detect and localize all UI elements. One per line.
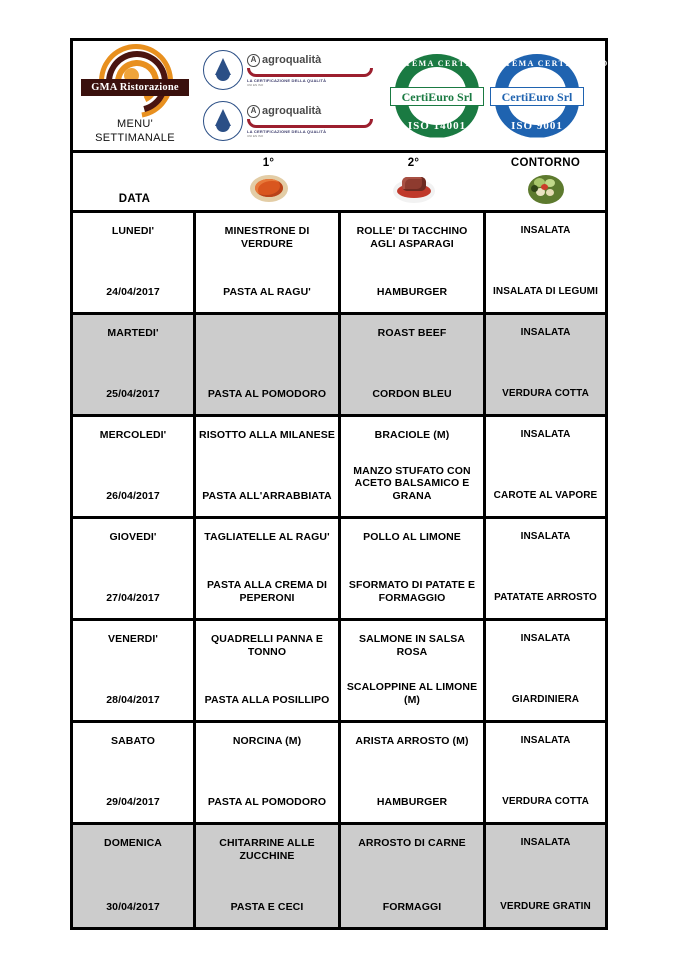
agroqualita-logo-1: [203, 47, 373, 93]
cell-first-course: [196, 519, 341, 618]
agroqualita-detail: UNI EN ISO: [247, 133, 264, 138]
menu-rows-container: [73, 213, 605, 927]
cell-first-course-top: MINESTRONE DI VERDURE: [224, 225, 310, 250]
cell-side-dish: [486, 621, 605, 720]
agroqualita-name: agroqualità: [262, 54, 322, 66]
cell-first-course: [196, 315, 341, 414]
cell-second-course-bottom: SFORMATO DI PATATE E FORMAGGIO: [348, 579, 476, 604]
cell-date: [73, 213, 196, 312]
cell-date-top: LUNEDI': [111, 225, 155, 237]
cell-first-course-bottom: PASTA AL POMODORO: [207, 795, 327, 808]
table-row: [73, 417, 605, 519]
cell-side-dish: [486, 825, 605, 927]
gma-ristorazione-logo: [81, 43, 189, 113]
cell-side-dish: [486, 315, 605, 414]
cell-side-dish: [486, 723, 605, 822]
cell-second-course-top: ROAST BEEF: [377, 327, 447, 339]
cell-side-dish: [486, 417, 605, 516]
cell-second-course-top: SALMONE IN SALSA ROSA: [358, 633, 466, 658]
cell-second-course: [341, 417, 486, 516]
cell-second-course: [341, 723, 486, 822]
cell-date-bottom: 27/04/2017: [106, 591, 160, 604]
iso-standard-label: ISO 9001: [511, 119, 563, 132]
cell-second-course-bottom: MANZO STUFATO CON ACETO BALSAMICO E GRANA: [353, 464, 471, 502]
cell-side-dish-bottom: CAROTE AL VAPORE: [493, 489, 598, 501]
cell-side-dish-bottom: VERDURE GRATIN: [500, 900, 591, 912]
table-row: [73, 315, 605, 417]
agroqualita-logo-2: [203, 98, 373, 144]
cell-side-dish-top: INSALATA: [520, 837, 571, 848]
cell-second-course-bottom: SCALOPPINE AL LIMONE (M): [346, 681, 478, 706]
column-header-date-label: DATA: [118, 193, 151, 205]
iso-company-label: CertiEuro Srl: [390, 87, 484, 106]
table-row: [73, 213, 605, 315]
cell-side-dish-top: INSALATA: [520, 327, 571, 338]
cell-date: [73, 315, 196, 414]
cell-side-dish-bottom: VERDURA COTTA: [502, 795, 589, 807]
cell-first-course-bottom: PASTA AL RAGU': [223, 285, 311, 298]
cell-date-bottom: 28/04/2017: [106, 693, 160, 706]
cell-date: [73, 723, 196, 822]
cell-date-bottom: 30/04/2017: [106, 900, 160, 913]
cell-side-dish-bottom: PATATATE ARROSTO: [494, 591, 597, 603]
agroqualita-certification-block: [197, 41, 373, 150]
anchor-seal-icon: [203, 50, 243, 90]
cell-side-dish: [486, 519, 605, 618]
agroqualita-swoosh-icon: [247, 119, 373, 128]
roast-meat-image: [392, 171, 436, 207]
cell-first-course: [196, 825, 341, 927]
column-header-second-course-label: 2°: [407, 157, 420, 169]
cell-date-bottom: 26/04/2017: [106, 489, 160, 502]
cell-second-course-top: ARISTA ARROSTO (M): [355, 735, 469, 747]
cell-side-dish-top: INSALATA: [520, 429, 571, 440]
cell-first-course-bottom: PASTA ALLA POSILLIPO: [204, 693, 330, 706]
cell-second-course-bottom: CORDON BLEU: [372, 387, 452, 400]
cell-side-dish-bottom: GIARDINIERA: [511, 693, 580, 705]
table-row: [73, 519, 605, 621]
cell-date-top: MARTEDI': [107, 327, 159, 339]
cell-side-dish-top: INSALATA: [520, 633, 571, 644]
cell-side-dish-bottom: VERDURA COTTA: [502, 387, 589, 399]
agroqualita-name: agroqualità: [262, 105, 322, 117]
iso-certification-block: [373, 41, 609, 150]
cell-date-top: VENERDI': [108, 633, 158, 645]
table-column-headers: [73, 153, 605, 213]
cell-side-dish-top: INSALATA: [520, 225, 571, 236]
cell-first-course: [196, 621, 341, 720]
cell-first-course: [196, 723, 341, 822]
cell-second-course-top: ROLLE' DI TACCHINO AGLI ASPARAGI: [356, 225, 468, 250]
cell-second-course-bottom: FORMAGGI: [382, 900, 442, 913]
cell-second-course-bottom: HAMBURGER: [376, 285, 448, 298]
cell-first-course-bottom: PASTA ALLA CREMA DI PEPERONI: [206, 579, 328, 604]
iso-sistema-certificato-label: SISTEMA CERTIFICATO: [489, 58, 609, 68]
logo-rings-icon: [99, 44, 167, 112]
cell-first-course-top: RISOTTO ALLA MILANESE: [199, 429, 335, 441]
cell-first-course-bottom: PASTA ALL'ARRABBIATA: [202, 489, 332, 502]
agroqualita-swoosh-icon: [247, 68, 373, 77]
iso-standard-label: ISO 14001: [407, 119, 467, 132]
agroqualita-subtitle: LA CERTIFICAZIONE DELLA QUALITÀ: [247, 77, 327, 83]
pasta-dish-image: [247, 171, 291, 207]
cell-second-course: [341, 213, 486, 312]
cell-second-course: [341, 621, 486, 720]
cell-date: [73, 621, 196, 720]
table-row: [73, 621, 605, 723]
cell-date-bottom: 25/04/2017: [106, 387, 160, 400]
cell-first-course-top: TAGLIATELLE AL RAGU': [204, 531, 330, 543]
column-header-side-dish: [486, 153, 605, 210]
cell-side-dish-top: INSALATA: [520, 531, 571, 542]
document-header-band: [73, 41, 609, 153]
cell-first-course-bottom: PASTA AL POMODORO: [207, 387, 327, 400]
menu-title: [95, 117, 175, 145]
cell-date: [73, 825, 196, 927]
cell-first-course-bottom: PASTA E CECI: [230, 900, 304, 913]
cell-second-course-top: BRACIOLE (M): [374, 429, 450, 441]
agroqualita-wordmark: [247, 105, 373, 118]
table-row: [73, 825, 605, 927]
column-header-side-dish-label: CONTORNO: [510, 157, 581, 169]
agroqualita-detail: UNI EN ISO: [247, 82, 264, 87]
cell-first-course-top: CHITARRINE ALLE ZUCCHINE: [219, 837, 315, 862]
iso-9001-badge: [489, 52, 609, 140]
cell-date-top: SABATO: [111, 735, 155, 747]
iso-14001-badge: [389, 52, 509, 140]
cell-date-bottom: 24/04/2017: [106, 285, 160, 298]
weekly-menu-table: [70, 38, 608, 930]
column-header-date: [73, 153, 196, 210]
agroqualita-mark: [247, 105, 373, 138]
column-header-second-course: [341, 153, 486, 210]
cell-date-top: GIOVEDI': [109, 531, 157, 543]
cell-second-course-top: ARROSTO DI CARNE: [358, 837, 466, 849]
agroqualita-wordmark: [247, 54, 373, 67]
cell-side-dish: [486, 213, 605, 312]
cell-date-top: DOMENICA: [104, 837, 162, 849]
salad-image: [524, 171, 568, 207]
iso-sistema-certificato-label: SISTEMA CERTIFICATO: [389, 58, 509, 68]
cell-second-course-bottom: HAMBURGER: [376, 795, 448, 808]
menu-title-line2: SETTIMANALE: [95, 132, 175, 144]
cell-first-course: [196, 417, 341, 516]
logo-wordmark: GMA Ristorazione: [81, 79, 189, 96]
agroqualita-mark: [247, 54, 373, 87]
cell-second-course: [341, 315, 486, 414]
brand-cell: [73, 41, 197, 150]
cell-date-bottom: 29/04/2017: [106, 795, 160, 808]
cell-second-course-top: POLLO AL LIMONE: [363, 531, 461, 543]
cell-second-course: [341, 825, 486, 927]
cell-date-top: MERCOLEDI': [99, 429, 167, 441]
menu-title-line1: MENU': [117, 118, 153, 130]
cell-date: [73, 519, 196, 618]
table-row: [73, 723, 605, 825]
iso-company-label: CertiEuro Srl: [490, 87, 584, 106]
registered-a-icon: A: [247, 54, 260, 67]
cell-first-course: [196, 213, 341, 312]
anchor-seal-icon: [203, 101, 243, 141]
column-header-first-course: [196, 153, 341, 210]
registered-a-icon: A: [247, 105, 260, 118]
cell-first-course-top: [199, 325, 335, 327]
cell-first-course-top: NORCINA (M): [232, 735, 302, 747]
cell-second-course: [341, 519, 486, 618]
cell-side-dish-bottom: INSALATA DI LEGUMI: [493, 285, 598, 297]
cell-side-dish-top: INSALATA: [520, 735, 571, 746]
agroqualita-subtitle: LA CERTIFICAZIONE DELLA QUALITÀ: [247, 128, 327, 134]
column-header-first-course-label: 1°: [262, 157, 275, 169]
cell-date: [73, 417, 196, 516]
cell-first-course-top: QUADRELLI PANNA E TONNO: [211, 633, 323, 658]
